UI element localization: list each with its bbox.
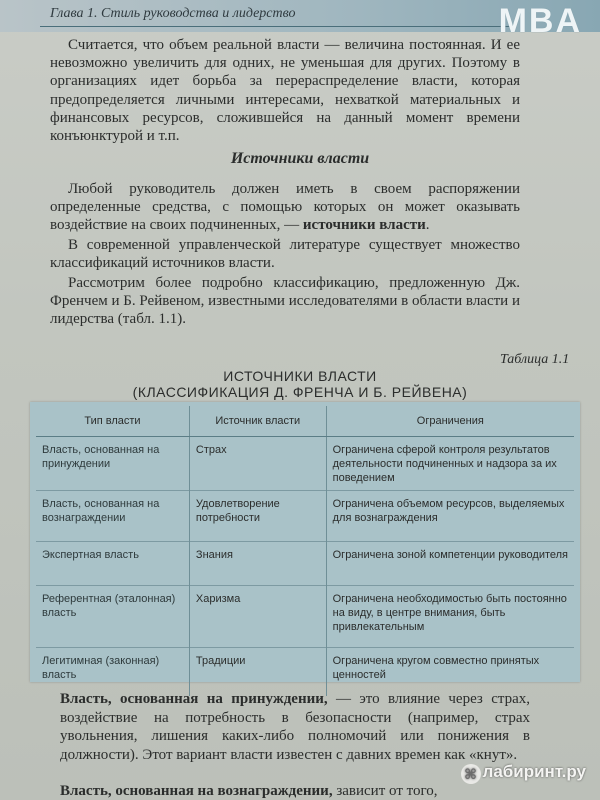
- paragraph-5-term: Власть, основанная на принуждении,: [60, 691, 328, 707]
- table-row: [36, 491, 574, 542]
- cell-type: Власть, основанная на принуждении: [36, 437, 189, 491]
- watermark: [461, 762, 586, 784]
- paragraph-french-raven: Рассмотрим более подробно классификацию, предложенную Дж. Френчем и Б. Рейвеном, известными исследователями в области власти и лидерства (табл. 1.1).: [50, 275, 520, 328]
- paragraph-coercive-power: [60, 690, 530, 764]
- cell-limits: Ограничена объемом ресурсов, выделяемых для вознаграждения: [326, 491, 574, 542]
- cell-limits: Ограничена зоной компетенции руководителя: [326, 542, 574, 586]
- cell-type: Экспертная власть: [36, 542, 189, 586]
- paragraph-2-lead: Любой руководитель должен иметь в своем распоряжении определенные средства, с помощью которых он может оказывать воздействие на своих подчиненных, —: [50, 181, 520, 234]
- table-row: [36, 648, 574, 697]
- table-title-line-1: ИСТОЧНИКИ ВЛАСТИ: [223, 368, 377, 384]
- power-sources-table-panel: [30, 402, 580, 682]
- table-header-row: [36, 406, 574, 437]
- brand-logo: MBA: [498, 2, 582, 40]
- cell-source: Традиции: [189, 648, 326, 697]
- cell-limits: Ограничена необходимостью быть постоянно на виду, в центре внимания, быть привлекательным: [326, 586, 574, 648]
- table-row: [36, 437, 574, 491]
- column-header-source: Источник власти: [189, 406, 326, 437]
- paragraph-2-end: .: [425, 217, 430, 234]
- paragraph-classifications: В современной управленческой литературе существует множество классификаций источников власти.: [50, 237, 520, 272]
- section-title: Источники власти: [230, 150, 370, 167]
- cell-source: Харизма: [189, 586, 326, 648]
- cell-source: Страх: [189, 437, 326, 491]
- paragraph-6-rest: зависит от того,: [336, 783, 438, 799]
- paragraph-2-term: источники власти: [302, 217, 426, 234]
- column-header-type: Тип власти: [36, 406, 189, 437]
- cell-limits: Ограничена сферой контроля результатов деятельности подчиненных и надзора за их поведением: [326, 437, 574, 491]
- cell-type: Референтная (эталонная) власть: [36, 586, 189, 648]
- cell-type: Легитимная (законная) власть: [36, 648, 189, 697]
- table-number-label: Таблица 1.1: [500, 352, 570, 367]
- cell-limits: Ограничена кругом совместно принятых ценностей: [326, 648, 574, 697]
- table-title: [60, 368, 540, 400]
- cell-source: Удовлетворение потребности: [189, 491, 326, 542]
- column-header-limits: Ограничения: [326, 406, 574, 437]
- power-sources-table: [36, 406, 574, 696]
- paragraph-5-rest: — это влияние через страх, воздействие на потребность в безопасности (например, страх увольнения, лишения каких-либо полномочий или понижения в должности). Этот вариант власти известен с давних времен как «кнут».: [60, 691, 530, 763]
- paragraph-reward-power: [60, 782, 530, 800]
- table-row: [36, 542, 574, 586]
- header-rule: [40, 26, 510, 27]
- watermark-text: лабиринт.ру: [482, 762, 586, 781]
- table-row: [36, 586, 574, 648]
- cell-type: Власть, основанная на вознаграждении: [36, 491, 189, 542]
- intro-paragraph: Считается, что объем реальной власти — величина постоянная. И ее невозможно увеличить для одних, не уменьшая для других. Поэтому в организациях идет борьба за перераспределение власти, которая предопределяется личными интересами, нехваткой материальных и финансовых ресурсов, сложившейся на данный момент времени конъюнктурой и т.п.: [50, 37, 520, 145]
- paragraph-sources-intro: [50, 180, 520, 235]
- running-head: Глава 1. Стиль руководства и лидерство: [50, 6, 296, 21]
- labyrinth-logo-icon: ⌘: [461, 764, 481, 784]
- table-title-line-2: (КЛАССИФИКАЦИЯ Д. ФРЕНЧА И Б. РЕЙВЕНА): [132, 384, 468, 400]
- paragraph-6-term: Власть, основанная на вознаграждении,: [60, 783, 333, 799]
- cell-source: Знания: [189, 542, 326, 586]
